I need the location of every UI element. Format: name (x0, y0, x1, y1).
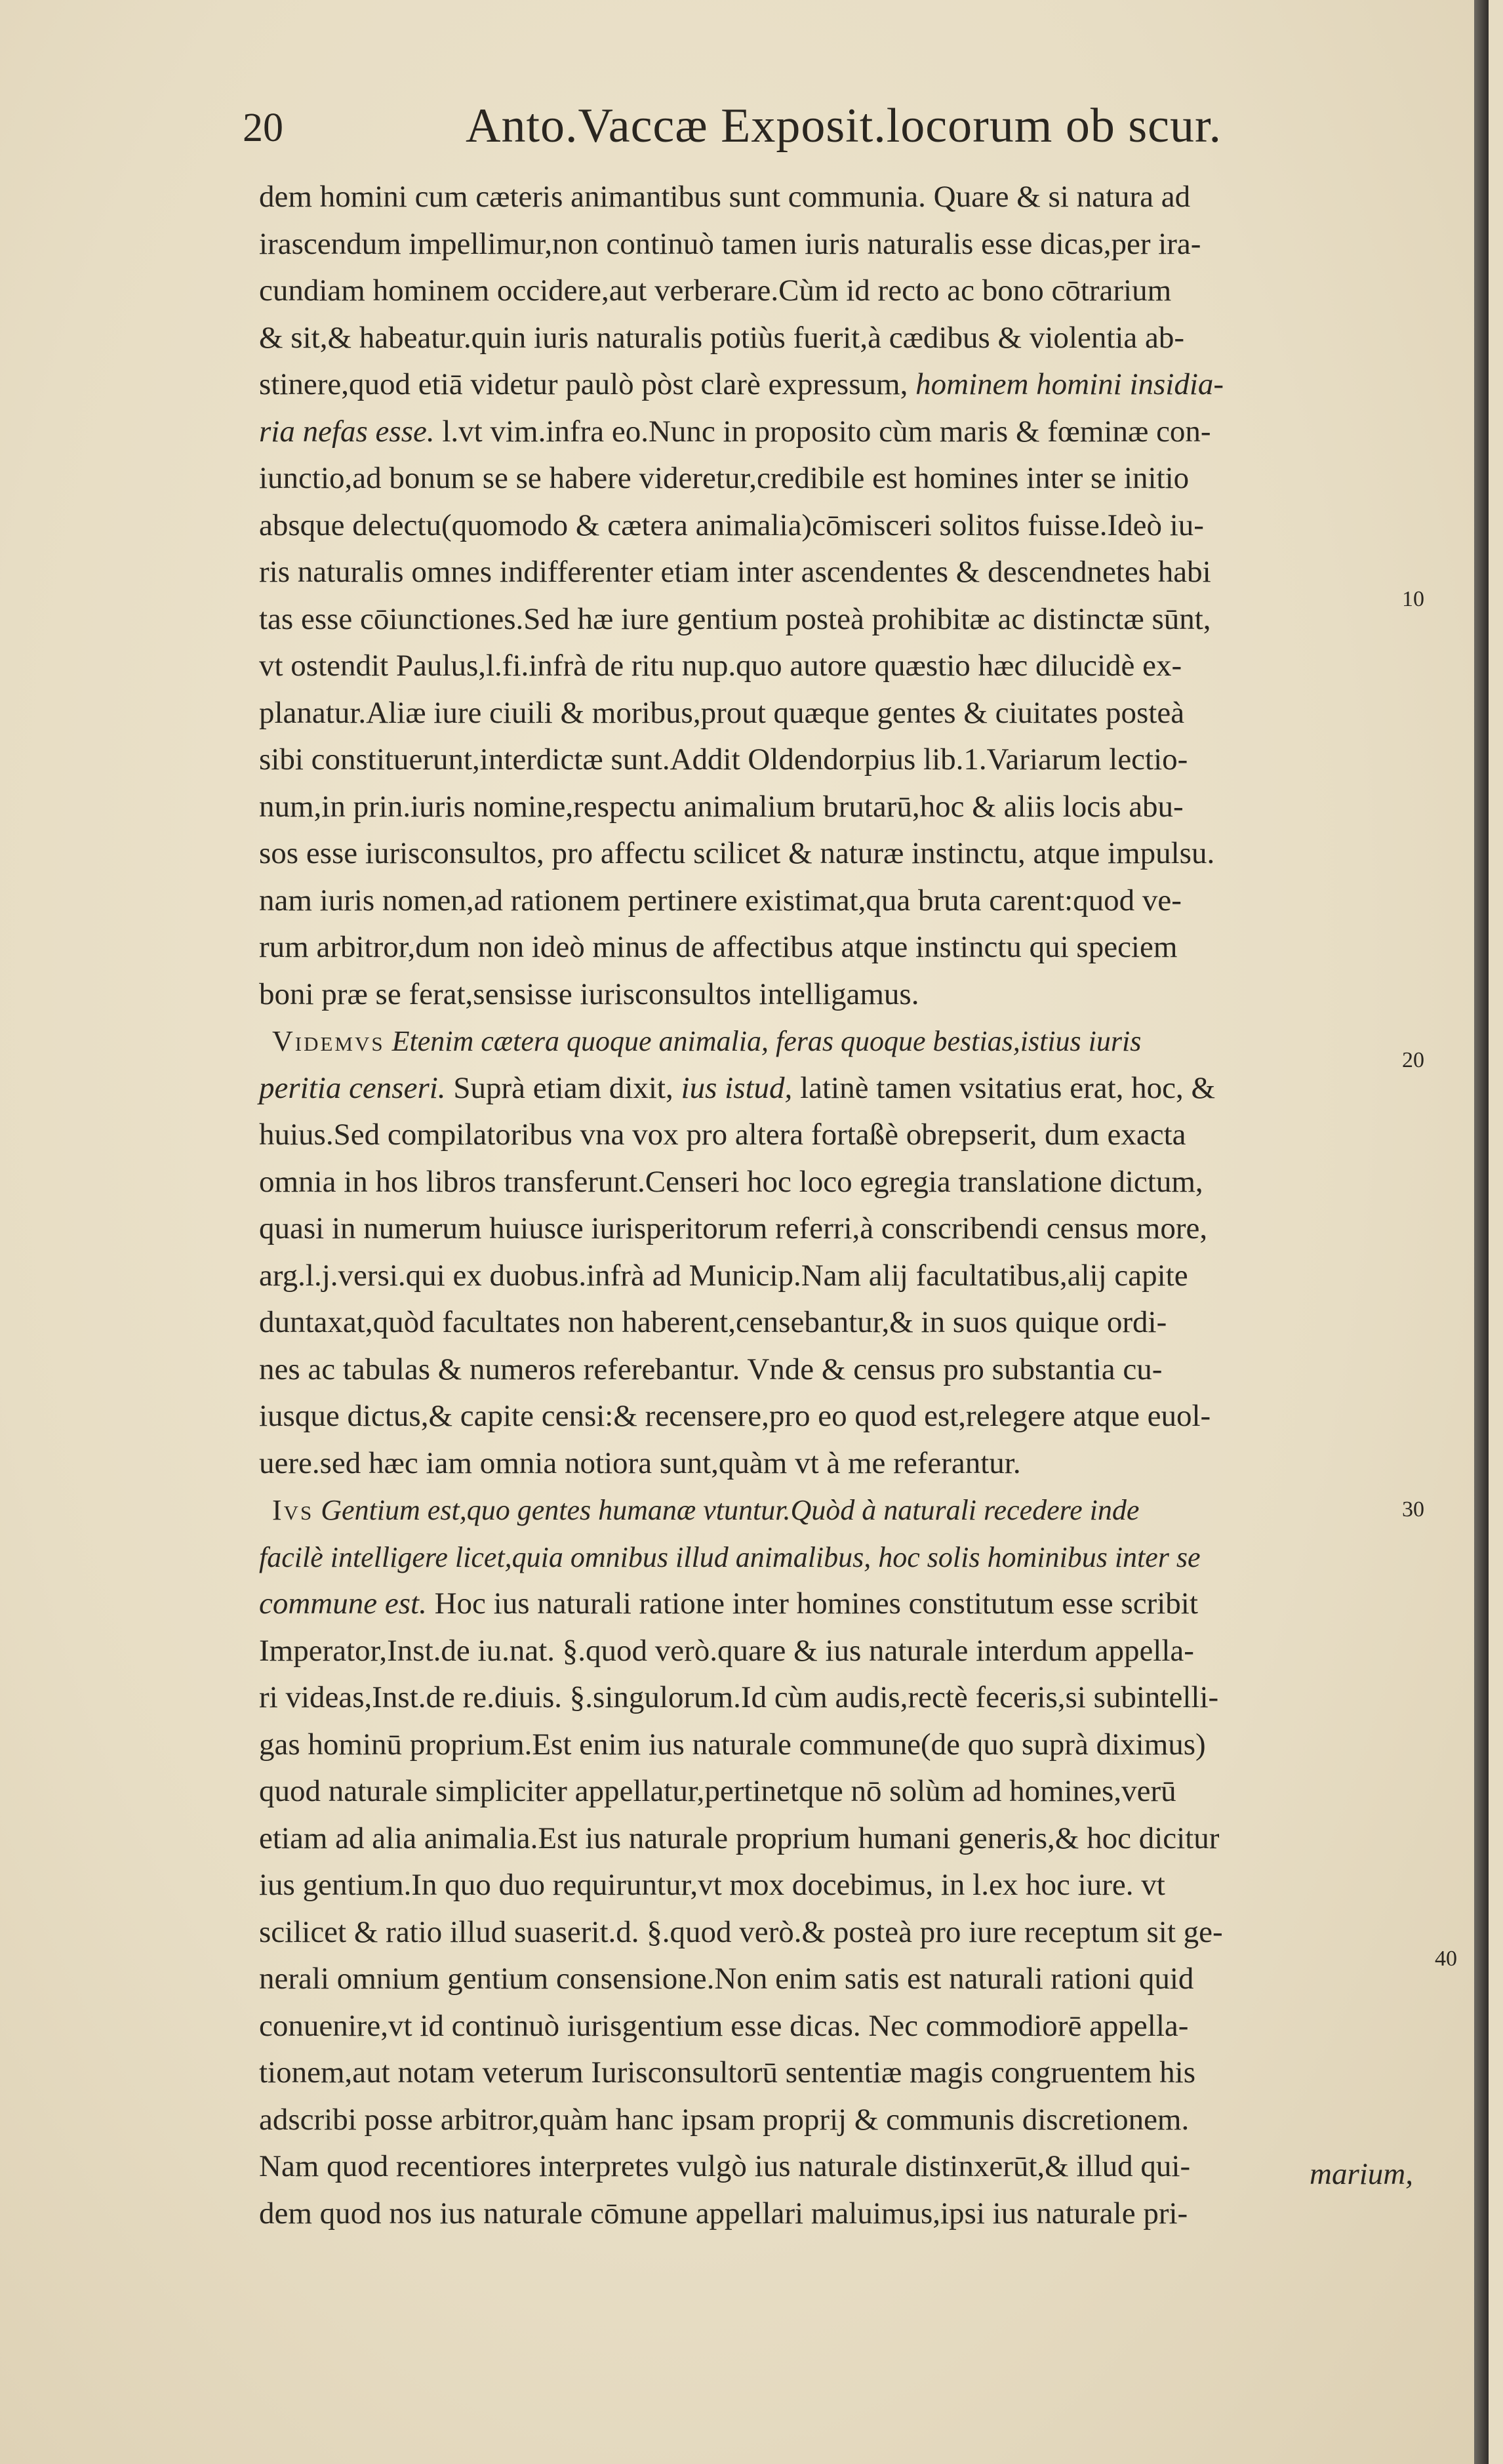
text-segment: omnia in hos libros transferunt.Censeri hoc loco egregia translatione dictum, (259, 1164, 1203, 1199)
text-segment: facilè intelligere licet,quia omnibus illud animalibus, hoc solis hominibus inter se (259, 1541, 1201, 1573)
text-line (259, 1065, 1413, 1112)
margin-line-number: 10 (1402, 587, 1424, 611)
text-segment: Videmvs (272, 1025, 385, 1057)
margin-line-number: 20 (1402, 1048, 1424, 1072)
text-segment: adscribi posse arbitror,quàm hanc ipsam proprij & communis discretionem. (259, 2102, 1190, 2137)
text-segment: tas esse cōiunctiones.Sed hæ iure gentium posteà prohibitæ ac distinctæ sūnt, (259, 601, 1211, 636)
text-line (259, 1112, 1413, 1159)
text-segment: iusque dictus,& capite censi:& recensere,pro eo quod est,relegere atque euol- (259, 1399, 1211, 1433)
text-line (259, 737, 1413, 784)
text-line (259, 971, 1413, 1019)
text-segment: num,in prin.iuris nomine,respectu animalium brutarū,hoc & aliis locis abu- (259, 789, 1184, 824)
text-segment: commune est. (259, 1586, 427, 1621)
text-line (259, 221, 1413, 268)
text-line (259, 2097, 1413, 2144)
text-segment: iunctio,ad bonum se se habere videretur,credibile est homines inter se initio (259, 461, 1190, 495)
text-segment: conuenire,vt id continuò iurisgentium esse dicas. Nec commodiorē appella- (259, 2008, 1189, 2043)
text-line (259, 924, 1413, 971)
text-line (259, 830, 1413, 878)
text-line (259, 1205, 1413, 1253)
text-line (259, 1487, 1413, 1534)
text-segment: nerali omnium gentium consensione.Non enim satis est naturali rationi quid (259, 1962, 1194, 1996)
catchword-line (259, 2151, 1426, 2198)
text-segment: boni præ se ferat,sensisse iurisconsultos intelligamus. (259, 977, 919, 1011)
text-segment: Suprà etiam dixit, (445, 1070, 681, 1105)
text-segment: ris naturalis omnes indifferenter etiam inter ascendentes & descendnetes habi (259, 555, 1211, 589)
text-line (259, 1018, 1413, 1065)
text-segment: l.vt vim.infra eo.Nunc in proposito cùm maris & fœminæ con- (434, 414, 1211, 449)
text-segment: dem quod nos ius naturale cōmune appellari maluimus,ipsi ius naturale pri- (259, 2196, 1188, 2231)
text-line (259, 1815, 1413, 1863)
text-segment: Gentium est,quo gentes humanæ vtuntur.Quòd à naturali recedere inde (313, 1494, 1140, 1526)
text-segment: ria nefas esse. (259, 414, 435, 449)
text-line (259, 1581, 1413, 1628)
text-segment: stinere,quod etiā videtur paulò pòst clarè expressum, (259, 367, 916, 401)
text-segment: duntaxat,quòd facultates non haberent,censebantur,& in suos quique ordi- (259, 1305, 1167, 1339)
text-segment: etiam ad alia animalia.Est ius naturale proprium humani generis,& hoc dicitur (259, 1821, 1220, 1855)
text-segment: quod naturale simpliciter appellatur,pertinetque nō solùm ad homines,verū (259, 1774, 1176, 1808)
text-line (259, 1534, 1413, 1581)
catchword: marium, (1310, 2157, 1413, 2191)
text-segment: nam iuris nomen,ad rationem pertinere existimat,qua bruta carent:quod ve- (259, 883, 1182, 918)
body-text (259, 174, 1413, 2237)
text-segment: ius istud, (681, 1070, 793, 1105)
text-segment: latinè tamen vsitatius erat, hoc, & (792, 1070, 1216, 1105)
text-line (259, 1956, 1413, 2003)
text-segment: Imperator,Inst.de iu.nat. §.quod verò.quare & ius naturale interdum appella- (259, 1633, 1194, 1668)
text-segment: dem homini cum cæteris animantibus sunt communia. Quare & si natura ad (259, 180, 1191, 214)
text-line (259, 1768, 1413, 1815)
text-line (259, 1393, 1413, 1440)
text-segment: irascendum impellimur,non continuò tamen iuris naturalis esse dicas,per ira- (259, 226, 1201, 261)
text-segment: sos esse iurisconsultos, pro affectu scilicet & naturæ instinctu, atque impulsu. (259, 836, 1215, 870)
text-segment: Ivs (272, 1494, 314, 1526)
text-segment: rum arbitror,dum non ideò minus de affectibus atque instinctu qui speciem (259, 930, 1178, 964)
text-line (259, 878, 1413, 925)
text-segment: nes ac tabulas & numeros referebantur. Vnde & census pro substantia cu- (259, 1352, 1163, 1386)
text-segment: absque delectu(quomodo & cætera animalia)cōmisceri solitos fuisse.Ideò iu- (259, 508, 1204, 542)
text-line (259, 596, 1413, 643)
margin-line-number: 30 (1402, 1497, 1424, 1522)
text-line (259, 549, 1413, 596)
text-segment: tionem,aut notam veterum Iurisconsultorū sententiæ magis congruentem his (259, 2055, 1195, 2090)
text-segment: gas hominū proprium.Est enim ius naturale commune(de quo suprà diximus) (259, 1727, 1206, 1762)
text-segment: cundiam hominem occidere,aut verberare.Cùm id recto ac bono cōtrarium (259, 273, 1172, 308)
text-segment: uere.sed hæc iam omnia notiora sunt,quàm vt à me referantur. (259, 1445, 1021, 1480)
text-segment: hominem homini insidia- (915, 367, 1224, 401)
text-line (259, 1628, 1413, 1675)
text-line (259, 1909, 1413, 1956)
text-segment: Hoc ius naturali ratione inter homines constitutum esse scribit (426, 1586, 1198, 1621)
text-line (259, 1159, 1413, 1206)
text-segment: peritia censeri. (259, 1070, 446, 1105)
text-line (259, 1440, 1413, 1487)
text-segment: Nam quod recentiores interpretes vulgò ius naturale distinxerūt,& illud qui- (259, 2149, 1191, 2183)
text-line (259, 361, 1413, 409)
text-segment: huius.Sed compilatoribus vna vox pro altera fortaßè obrepserit, dum exacta (259, 1118, 1186, 1152)
text-line (259, 174, 1413, 221)
text-segment: ri videas,Inst.de re.diuis. §.singulorum.Id cùm audis,rectè feceris,si subintelli- (259, 1680, 1219, 1714)
text-line (259, 643, 1413, 690)
text-segment: ius gentium.In quo duo requiruntur,vt mox docebimus, in l.ex hoc iure. vt (259, 1868, 1165, 1902)
text-line (259, 455, 1413, 502)
text-line (259, 1862, 1413, 1909)
text-line (259, 2050, 1413, 2097)
text-segment: sibi constituerunt,interdictæ sunt.Addit Oldendorpius lib.1.Variarum lectio- (259, 742, 1188, 777)
text-segment: planatur.Aliæ iure ciuili & moribus,prout quæque gentes & ciuitates posteà (259, 695, 1185, 730)
text-segment: arg.l.j.versi.qui ex duobus.infrà ad Municip.Nam alij facultatibus,alij capite (259, 1258, 1188, 1293)
text-line (259, 784, 1413, 831)
text-line (259, 409, 1413, 456)
text-line (259, 1299, 1413, 1346)
text-line (259, 1346, 1413, 1394)
text-line (259, 2003, 1413, 2050)
page-edge-shadow (1474, 0, 1489, 2464)
text-line (259, 1722, 1413, 1769)
text-segment: vt ostendit Paulus,l.fi.infrà de ritu nup.quo autore quæstio hæc dilucidè ex- (259, 649, 1182, 683)
text-line (259, 690, 1413, 737)
text-segment: quasi in numerum huiusce iurisperitorum referri,à conscribendi census more, (259, 1211, 1208, 1245)
text-segment: & sit,& habeatur.quin iuris naturalis potiùs fuerit,à cædibus & violentia ab- (259, 320, 1185, 355)
text-segment: scilicet & ratio illud suaserit.d. §.quod verò.& posteà pro iure receptum sit ge- (259, 1914, 1223, 1949)
text-line (259, 1674, 1413, 1722)
text-segment: Etenim cætera quoque animalia, feras quoque bestias,istius iuris (384, 1025, 1142, 1057)
text-line (259, 1253, 1413, 1300)
margin-line-number: 40 (1435, 1947, 1457, 1971)
text-line (259, 502, 1413, 550)
running-head: Anto.Vaccæ Exposit.locorum ob scur. (466, 99, 1222, 153)
text-line (259, 268, 1413, 315)
page-number: 20 (243, 106, 283, 150)
text-line (259, 315, 1413, 362)
